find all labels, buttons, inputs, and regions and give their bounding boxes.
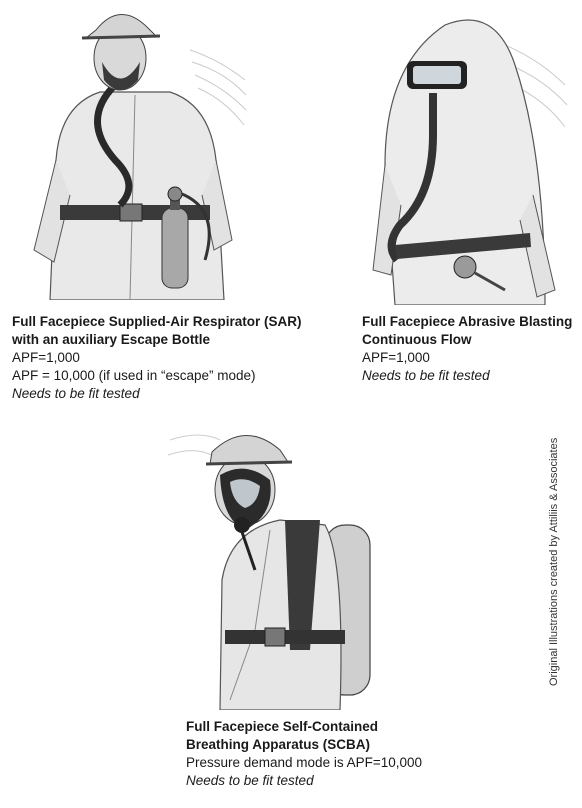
scba-illustration [150,420,390,710]
caption-abrasive [362,313,572,385]
caption-abrasive-title-1: Full Facepiece Abrasive Blasting [362,314,573,329]
caption-abrasive-note: Needs to be fit tested [362,368,490,383]
sar-escape-bottle-illustration [20,0,250,300]
caption-sar-title-1: Full Facepiece Supplied-Air Respirator (SAR) [12,314,302,329]
caption-scba-title-2: Breathing Apparatus (SCBA) [186,737,371,752]
caption-scba-apf: Pressure demand mode is APF=10,000 [186,755,423,770]
caption-scba-title-1: Full Facepiece Self-Contained [186,719,379,734]
caption-sar-note: Needs to be fit tested [12,386,140,401]
caption-sar-title-2: with an auxiliary Escape Bottle [12,332,211,347]
abrasive-blasting-hood-illustration [355,5,575,305]
caption-sar-apf: APF=1,000 [12,350,80,365]
caption-scba [186,718,422,790]
caption-sar-apf-escape: APF = 10,000 (if used in “escape” mode) [12,368,256,383]
caption-scba-note: Needs to be fit tested [186,773,314,788]
caption-sar [12,313,302,403]
caption-abrasive-title-2: Continuous Flow [362,332,472,347]
caption-abrasive-apf: APF=1,000 [362,350,430,365]
illustration-credit: Original Illustrations created by Attiliis & Associates [548,437,560,686]
